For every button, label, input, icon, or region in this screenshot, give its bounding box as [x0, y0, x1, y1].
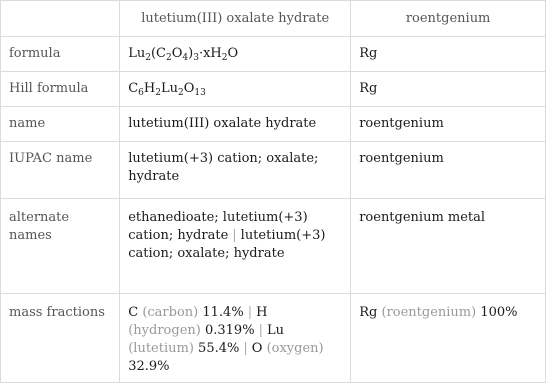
name-value-roentgenium: roentgenium — [351, 107, 546, 142]
row-label-hill-formula: Hill formula — [1, 72, 120, 107]
iupac-name-value-lutetium-oxalate-hydrate: lutetium(+3) cation; oxalate; hydrate — [120, 142, 351, 199]
table-row-alternate-names — [1, 199, 546, 294]
separator: | — [247, 305, 253, 320]
header-roentgenium: roentgenium — [351, 1, 546, 37]
hill-formula-value-lutetium-oxalate-hydrate: $C_6H_2Lu_2O_{13}$ — [120, 72, 351, 107]
mass-fraction-roentgenium: Rg (roentgenium) 100% — [359, 305, 518, 320]
table-row-mass-fractions — [1, 294, 546, 383]
alternate-name-2: lutetium(+3) cation; oxalate; hydrate — [128, 228, 326, 261]
table-row-name — [1, 107, 546, 142]
alternate-names-value-roentgenium: roentgenium metal — [351, 199, 546, 294]
formula-value-roentgenium: Rg — [351, 37, 546, 72]
header-lutetium-oxalate-hydrate: lutetium(III) oxalate hydrate — [120, 1, 351, 37]
separator: | — [232, 228, 237, 243]
mass-fraction-oxygen: O (oxygen) 32.9% — [128, 341, 324, 374]
mass-fraction-lutetium: Lu (lutetium) 55.4% — [128, 323, 284, 356]
alternate-name-1: ethanedioate; lutetium(+3) cation; hydrate — [128, 210, 308, 243]
formula-value-lutetium-oxalate-hydrate: $Lu_2(C_2O_4)_3\cdot xH_2O$ — [120, 37, 351, 72]
separator: | — [243, 341, 248, 356]
separator: | — [258, 323, 263, 338]
hill-formula-value-roentgenium: Rg — [351, 72, 546, 107]
header-empty-cell — [1, 1, 120, 37]
row-label-iupac-name: IUPAC name — [1, 142, 120, 199]
table-row-hill-formula — [1, 72, 546, 107]
name-value-lutetium-oxalate-hydrate: lutetium(III) oxalate hydrate — [120, 107, 351, 142]
mass-fractions-value-roentgenium — [351, 294, 546, 383]
table-row-iupac-name — [1, 142, 546, 199]
mass-fraction-hydrogen: H (hydrogen) 0.319% — [128, 305, 268, 338]
table-row-formula — [1, 37, 546, 72]
alternate-names-value-lutetium-oxalate-hydrate — [120, 199, 351, 294]
row-label-mass-fractions: mass fractions — [1, 294, 120, 383]
mass-fractions-value-lutetium-oxalate-hydrate — [120, 294, 351, 383]
mass-fraction-carbon: C (carbon) 11.4% — [128, 305, 244, 320]
iupac-name-value-roentgenium: roentgenium — [351, 142, 546, 199]
row-label-name: name — [1, 107, 120, 142]
header-row — [1, 1, 546, 37]
row-label-alternate-names: alternate names — [1, 199, 120, 294]
row-label-formula: formula — [1, 37, 120, 72]
